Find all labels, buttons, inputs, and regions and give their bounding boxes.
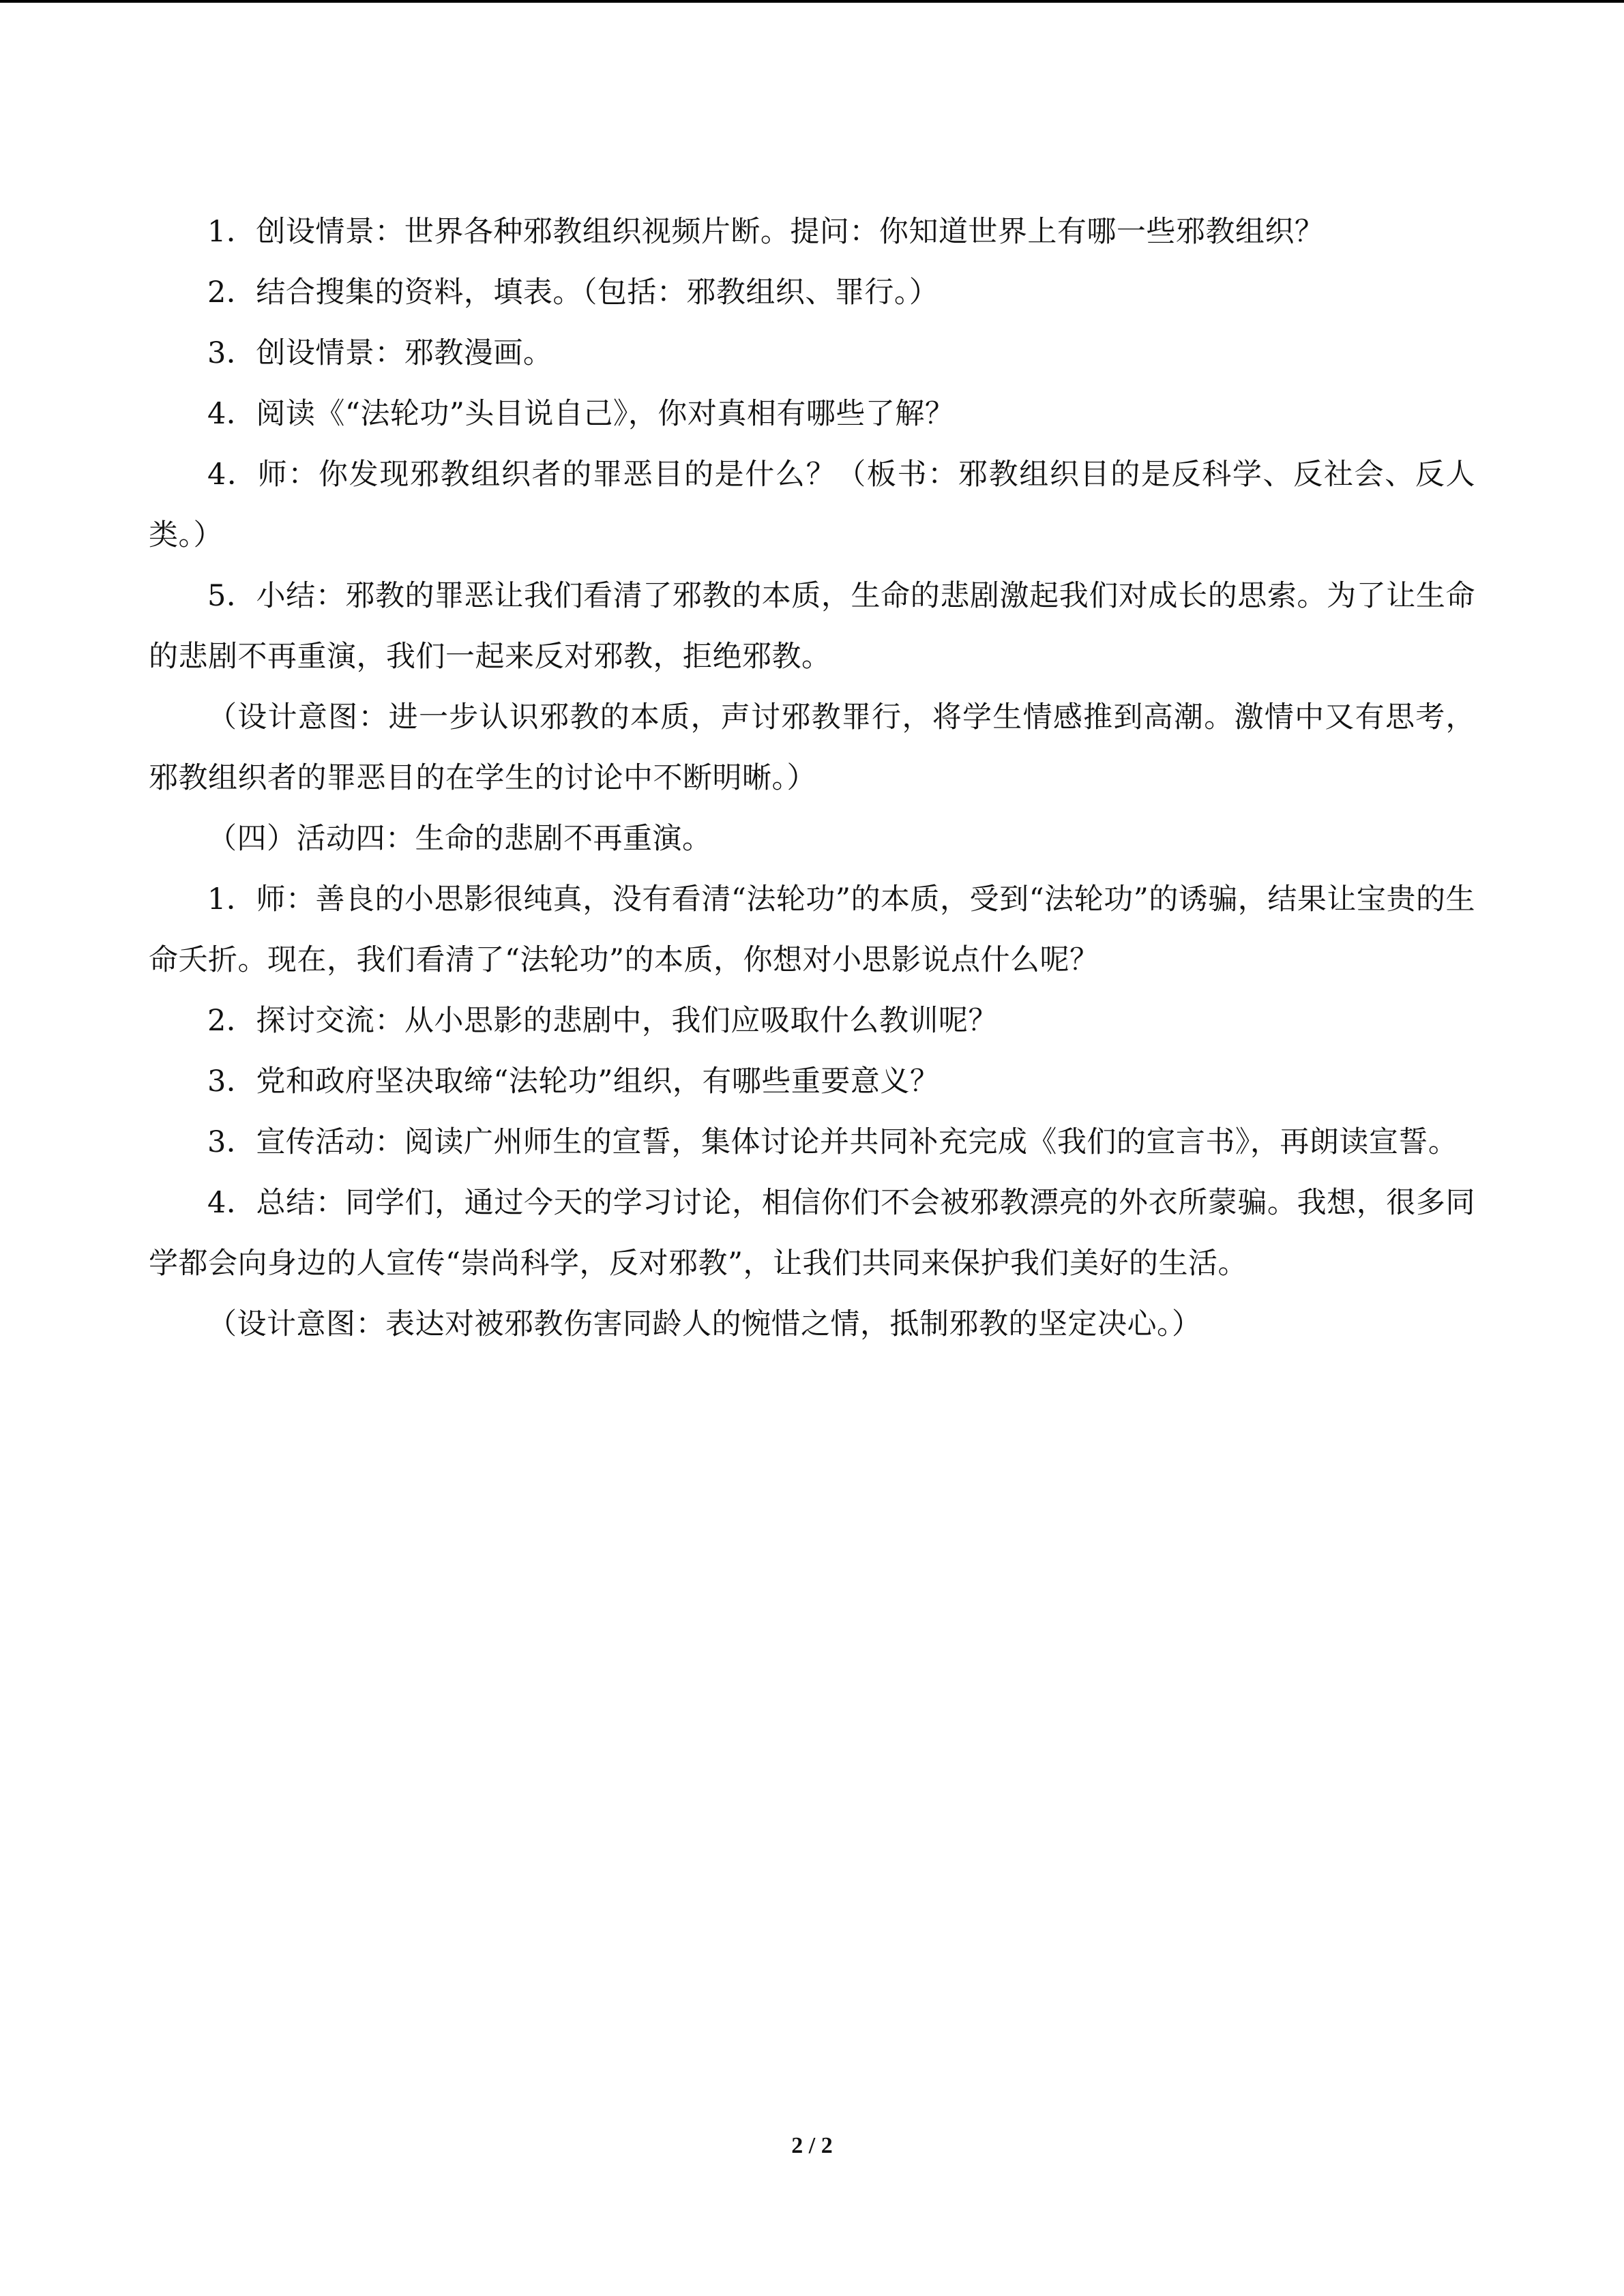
paragraph-5: 4．师：你发现邪教组织者的罪恶目的是什么？（板书：邪教组织目的是反科学、反社会、反人类。） [149, 458, 1475, 552]
paragraph-8: 2．探讨交流：从小思影的悲剧中，我们应吸取什么教训呢？ [207, 1004, 998, 1038]
paragraph-6: 5．小结：邪教的罪恶让我们看清了邪教的本质，生命的悲剧激起我们对成长的思索。为了让生命的悲剧不再重演，我们一起来反对邪教，拒绝邪教。 [149, 579, 1475, 674]
top-border-line [0, 0, 1624, 3]
paragraph-10: 3．宣传活动：阅读广州师生的宣誓，集体讨论并共同补充完成《我们的宣言书》，再朗读宣誓。 [207, 1125, 1458, 1159]
paragraph-2: 2．结合搜集的资料，填表。（包括：邪教组织、罪行。） [207, 275, 939, 310]
paragraph-4: 4．阅读《“法轮功”头目说自己》，你对真相有哪些了解？ [207, 397, 955, 431]
paragraph-7: 1．师：善良的小思影很纯真，没有看清“法轮功”的本质，受到“法轮功”的诱骗，结果让宝贵的生命夭折。现在，我们看清了“法轮功”的本质，你想对小思影说点什么呢？ [149, 882, 1475, 977]
paragraph-design-intent-2: （设计意图：表达对被邪教伤害同龄人的惋惜之情，抵制邪教的坚定决心。） [207, 1307, 1202, 1341]
section-heading-activity-4: （四）活动四：生命的悲剧不再重演。 [207, 822, 712, 856]
paragraph-1: 1．创设情景：世界各种邪教组织视频片断。提问：你知道世界上有哪一些邪教组织？ [207, 215, 1325, 249]
paragraph-9: 3．党和政府坚决取缔“法轮功”组织，有哪些重要意义？ [207, 1064, 940, 1099]
page-number: 2 / 2 [791, 2133, 833, 2158]
document-body [149, 202, 1475, 1355]
paragraph-11: 4．总结：同学们，通过今天的学习讨论，相信你们不会被邪教漂亮的外衣所蒙骗。我想，很多同学都会向身边的人宣传“崇尚科学，反对邪教”，让我们共同来保护我们美好的生活。 [149, 1186, 1475, 1281]
paragraph-3: 3．创设情景：邪教漫画。 [207, 336, 553, 370]
paragraph-design-intent-1: （设计意图：进一步认识邪教的本质，声讨邪教罪行，将学生情感推到高潮。激情中又有思考，邪教组织者的罪恶目的在学生的讨论中不断明晰。） [149, 700, 1475, 795]
